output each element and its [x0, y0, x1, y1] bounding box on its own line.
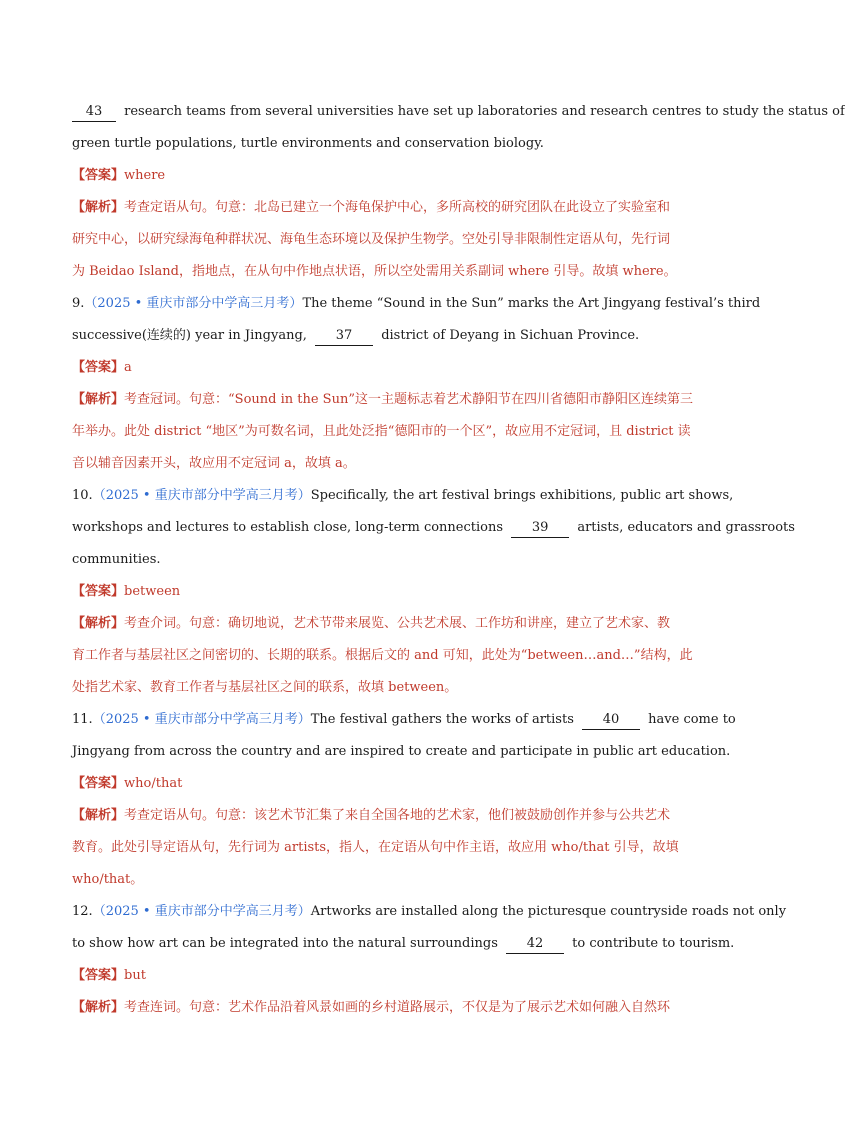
q11-text1-pre: The festival gathers the works of artists [310, 712, 574, 727]
q11-blank: 40 [582, 711, 640, 730]
q10-text2-pre: workshops and lectures to establish close, long-term connections [72, 520, 504, 535]
q10-analysis-2: 育工作者与基层社区之间密切的、长期的联系。根据后文的 and 可知，此处为“between…and…”结构，此 [72, 648, 693, 663]
q11-analysis-3: who/that。 [72, 872, 144, 887]
q11-line1 [72, 704, 736, 736]
q10-answer [72, 576, 722, 608]
question-number: 12. [72, 904, 93, 919]
q12-analysis-1 [72, 992, 722, 1024]
analysis-text: 考查冠词。句意：“Sound in the Sun”这一主题标志着艺术静阳节在四川省德阳市静阳区连续第三 [124, 392, 693, 407]
document-page [72, 96, 845, 1024]
question-source: （2025 • 重庆市部分中学高三月考） [92, 712, 311, 727]
q9-analysis-3: 音以辅音因素开头，故应用不定冠词 a，故填 a。 [72, 456, 356, 471]
answer-label: 【答案】 [72, 776, 125, 791]
q11-line2: Jingyang from across the country and are inspired to create and participate in public art education. [72, 744, 731, 759]
q10-analysis-1 [72, 608, 722, 640]
question-number: 11. [72, 712, 93, 727]
q10-blank: 39 [511, 519, 569, 538]
answer-label: 【答案】 [72, 968, 125, 983]
question-number: 9. [72, 296, 85, 311]
q10-line1 [72, 480, 734, 512]
analysis-label: 【解析】 [72, 808, 125, 823]
analysis-text: 考查连词。句意：艺术作品沿着风景如画的乡村道路展示，不仅是为了展示艺术如何融入自然环 [124, 1000, 671, 1015]
q12-blank: 42 [506, 935, 564, 954]
analysis-label: 【解析】 [72, 392, 125, 407]
answer-value: who/that [124, 776, 183, 791]
q9-line1 [72, 288, 761, 320]
analysis-label: 【解析】 [72, 616, 125, 631]
q9-text2-pre: successive(连续的) year in Jingyang, [72, 328, 307, 343]
q8-analysis-3: 为 Beidao Island，指地点，在从句中作地点状语，所以空处需用关系副词 where 引导。故填 where。 [72, 264, 677, 279]
q9-text2-post: district of Deyang in Sichuan Province. [381, 328, 640, 343]
q10-text2-post: artists, educators and grassroots [577, 520, 795, 535]
q10-text1: Specifically, the art festival brings exhibitions, public art shows, [310, 488, 734, 503]
q8-text1: research teams from several universities have set up laboratories and research centres to study the status of [124, 104, 845, 119]
q9-analysis-1 [72, 384, 722, 416]
q12-text2-pre: to show how art can be integrated into the natural surroundings [72, 936, 498, 951]
q9-blank: 37 [315, 327, 373, 346]
question-source: （2025 • 重庆市部分中学高三月考） [92, 488, 311, 503]
q8-analysis-1 [72, 192, 722, 224]
question-source: （2025 • 重庆市部分中学高三月考） [84, 296, 303, 311]
q11-answer [72, 768, 722, 800]
q8-blank: 43 [72, 103, 116, 122]
q9-text1: The theme “Sound in the Sun” marks the Art Jingyang festival’s third [302, 296, 761, 311]
q8-line2: green turtle populations, turtle environments and conservation biology. [72, 136, 544, 151]
q12-text1: Artworks are installed along the picturesque countryside roads not only [310, 904, 787, 919]
answer-label: 【答案】 [72, 584, 125, 599]
q10-line2 [72, 512, 795, 544]
answer-value: between [124, 584, 181, 599]
q8-line1 [72, 96, 845, 128]
q12-text2-post: to contribute to tourism. [572, 936, 735, 951]
analysis-text: 考查介词。句意：确切地说，艺术节带来展览、公共艺术展、工作坊和讲座，建立了艺术家、教 [124, 616, 671, 631]
q10-line3: communities. [72, 552, 161, 567]
q8-analysis-2: 研究中心，以研究绿海龟种群状况、海龟生态环境以及保护生物学。空处引导非限制性定语从句，先行词 [72, 232, 671, 247]
q9-line2 [72, 320, 722, 352]
analysis-text: 考查定语从句。句意：该艺术节汇集了来自全国各地的艺术家，他们被鼓励创作并参与公共艺术 [124, 808, 671, 823]
q8-answer [72, 160, 722, 192]
question-source: （2025 • 重庆市部分中学高三月考） [92, 904, 311, 919]
q11-text1-post: have come to [648, 712, 736, 727]
q9-analysis-2: 年举办。此处 district “地区”为可数名词，且此处泛指“德阳市的一个区”，故应用不定冠词，且 district 读 [72, 424, 691, 439]
analysis-label: 【解析】 [72, 200, 125, 215]
q11-analysis-1 [72, 800, 722, 832]
question-number: 10. [72, 488, 93, 503]
answer-value: a [124, 360, 132, 375]
answer-value: but [124, 968, 146, 983]
q9-answer [72, 352, 722, 384]
q12-answer [72, 960, 722, 992]
q12-line2 [72, 928, 735, 960]
analysis-label: 【解析】 [72, 1000, 125, 1015]
q11-analysis-2: 教育。此处引导定语从句，先行词为 artists，指人，在定语从句中作主语，故应用 who/that 引导，故填 [72, 840, 679, 855]
answer-label: 【答案】 [72, 360, 125, 375]
answer-label: 【答案】 [72, 168, 125, 183]
answer-value: where [124, 168, 166, 183]
analysis-text: 考查定语从句。句意：北岛已建立一个海龟保护中心，多所高校的研究团队在此设立了实验室和 [124, 200, 671, 215]
q10-analysis-3: 处指艺术家、教育工作者与基层社区之间的联系，故填 between。 [72, 680, 458, 695]
q12-line1 [72, 896, 787, 928]
